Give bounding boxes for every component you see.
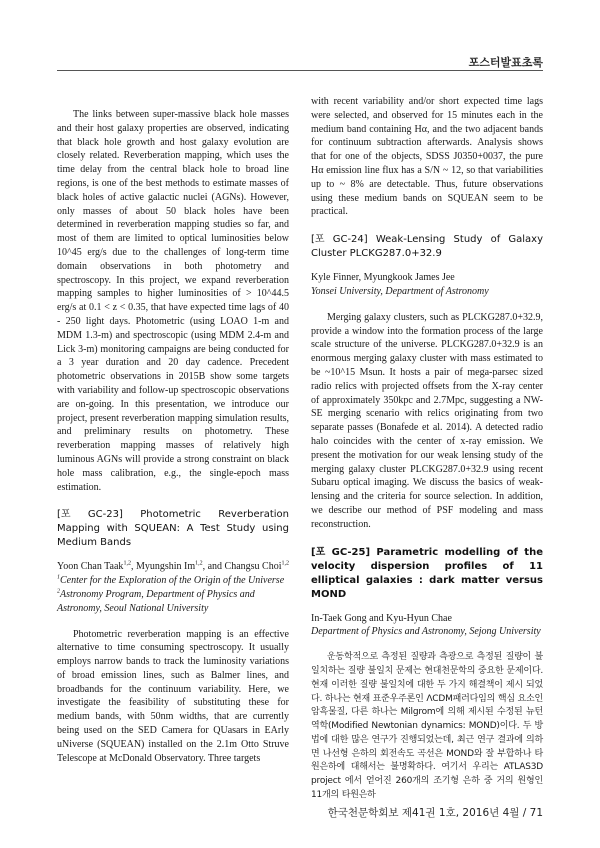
gc25-affiliation: Department of Physics and Astronomy, Sejong University <box>311 626 541 638</box>
gc23-author-1: Yoon Chan Taak <box>57 561 124 573</box>
gc25-authors: In-Taek Gong and Kyu-Hyun Chae <box>311 612 452 624</box>
gc24-affiliation: Yonsei University, Department of Astronomy <box>311 285 489 297</box>
section-header: 포스터발표초록 <box>468 56 543 69</box>
gc23-affil-1-text: Center for the Exploration of the Origin of the Universe <box>60 575 285 587</box>
gc23-affiliation-1 <box>57 574 289 588</box>
gc23-author-2: , Myungshin Im <box>130 561 196 573</box>
gc23-author-1-sup: 1,2 <box>123 560 131 567</box>
gc24-title: [포 GC-24] Weak-Lensing Study of Galaxy Cluster PLCKG287.0+32.9 <box>311 234 543 260</box>
header-divider <box>57 70 543 71</box>
right-column <box>311 95 543 803</box>
gc24-authors: Kyle Finner, Myungkook James Jee <box>311 272 455 284</box>
gc23-abstract-body: Photometric reverberation mapping is an effective alternative to time consuming spectroscopy. It usually employs narrow bands to track the luminosity variations of broad emission lines, such as Balmer lines, and broadbands for the continuum variability. Here, we investigate the feasibility of substituting these for medium bands, with 50nm widths, that are currently being used on the SED Camera for QUasars in EArly uNiverse (SQUEAN) installed on the 2.1m Otto Struve Telescope at McDonald Observatory. Three targets <box>57 628 289 764</box>
gc23-author-3-sup: 1,2 <box>281 560 289 567</box>
gc25-title: [포 GC-25] Parametric modelling of the velocity dispersion profiles of 11 elliptical galaxies : dark matter versus MOND <box>311 546 543 600</box>
gc23-affil-2-text: Astronomy Program, Department of Physics and Astronomy, Seoul National University <box>57 588 255 614</box>
gc23-author-3: , and Changsu Choi <box>202 561 282 573</box>
left-column <box>57 108 289 765</box>
gc23-affiliation-2 <box>57 588 289 616</box>
gc23-author-2-sup: 1,2 <box>195 560 203 567</box>
gc22-abstract-body: The links between super-massive black hole masses and their host galaxy properties are observed, indicating that black hole growth and host galaxy evolution are closely related. Reverberation mapping, which uses the time delay from the central black hole to broad line regions, is one of the best methods to estimate masses of black holes of active galactic nuclei (AGNs). However, only masses of about 50 black holes have been determined in reverberation mapping studies so far, and most of them are limited to optical luminosities below 10^45 erg/s due to the challenges of long-term time domain observations in both photometry and spectroscopy. In this project, we expand reverberation mapping samples to higher luminosities of > 10^44.5 erg/s at 0.1 < z < 0.35, that have expected time lags of 40 - 250 light days. Photometric (using LOAO 1-m and MDM 1.3-m) and spectroscopic (using MDM 2.4-m and Lick 3-m) monitoring campaigns are being conducted for a 3 year duration and 20 day cadence. Precedent photometric observations in 2015B show some targets with variability and follow-up spectroscopic observations are on-going. In this presentation, we introduce our project, present reverberation mapping simulation results, and preliminary results on photometry. These reverberation mapping masses of relatively high luminous AGNs will provide a strong constraint on black hole mass calibration, e.g., the single-epoch mass estimation. <box>57 109 289 493</box>
gc23-affil-2-num: 2 <box>57 588 60 595</box>
gc24-abstract-body: Merging galaxy clusters, such as PLCKG287.0+32.9, provide a window into the formation process of the large scale structure of the universe. PLCKG287.0+32.9 is an enormous merging galaxy cluster with mass estimated to be ~10^15 Msun. It hosts a pair of mega-parsec sized radio relics with projected offsets from the X-ray center of approximately 350kpc and 2.7Mpc, suggesting a NW-SE merging scenario with relics originating from two separate passes (Bonafede et al. 2014). A detected radio halo coincides with the center of x-ray emission. We present the motivation for our weak lensing study of the merging galaxy cluster PLCKG287.0+32.9 using recent Subaru optical imaging. We discuss the basics of weak-lensing and the criteria for source selection. In addition, we describe our method of PSF modeling and mass reconstruction. <box>311 311 543 530</box>
gc23-affil-1-num: 1 <box>57 574 60 581</box>
gc25-abstract-body: 운동학적으로 측정된 질량과 측광으로 측정된 질량이 불일치하는 질량 불일치 문제는 현대천문학의 중요한 문제이다. 현재 이러한 질량 불일치에 대한 두 가지 해결책이 제시 되었다. 하나는 현재 표준우주론인 ΛCDM패러다임의 핵심 요소인 암흑물질, 다른 하나는 Milgrom에 의해 제시된 수정된 뉴턴역학(Modified Newtonian dynamics: MOND)이다. 두 방법에 대한 많은 연구가 진행되었는데, 최근 연구 결과에 의하면 나선형 은하의 회전속도 곡선은 MOND와 잘 부합하나 타원은하에 대해서는 불명확하다. 여기서 우리는 ATLAS3D project 에서 얻어진 260개의 조기형 은하 중 거의 원형인 11개의 타원은하 <box>311 652 543 801</box>
gc23-title: [포 GC-23] Photometric Reverberation Mapping with SQUEAN: A Test Study using Medium Bands <box>57 509 289 549</box>
gc23-authors <box>57 560 289 574</box>
gc23-abstract-continued: with recent variability and/or short expected time lags were selected, and observed for 15 minutes each in the medium band containing Hα, and the two adjacent bands for continuum subtraction afterwards. Analysis shows that for one of the objects, SDSS J0350+0037, the pure Hα emission line flux has a S/N ~ 12, so that variabilities up to ~ 8% are detectable. Thus, future observations using these medium bands on SQUEAN seem to be practical. <box>311 96 543 218</box>
page-footer: 한국천문학회보 제41권 1호, 2016년 4월 / 71 <box>327 807 543 819</box>
